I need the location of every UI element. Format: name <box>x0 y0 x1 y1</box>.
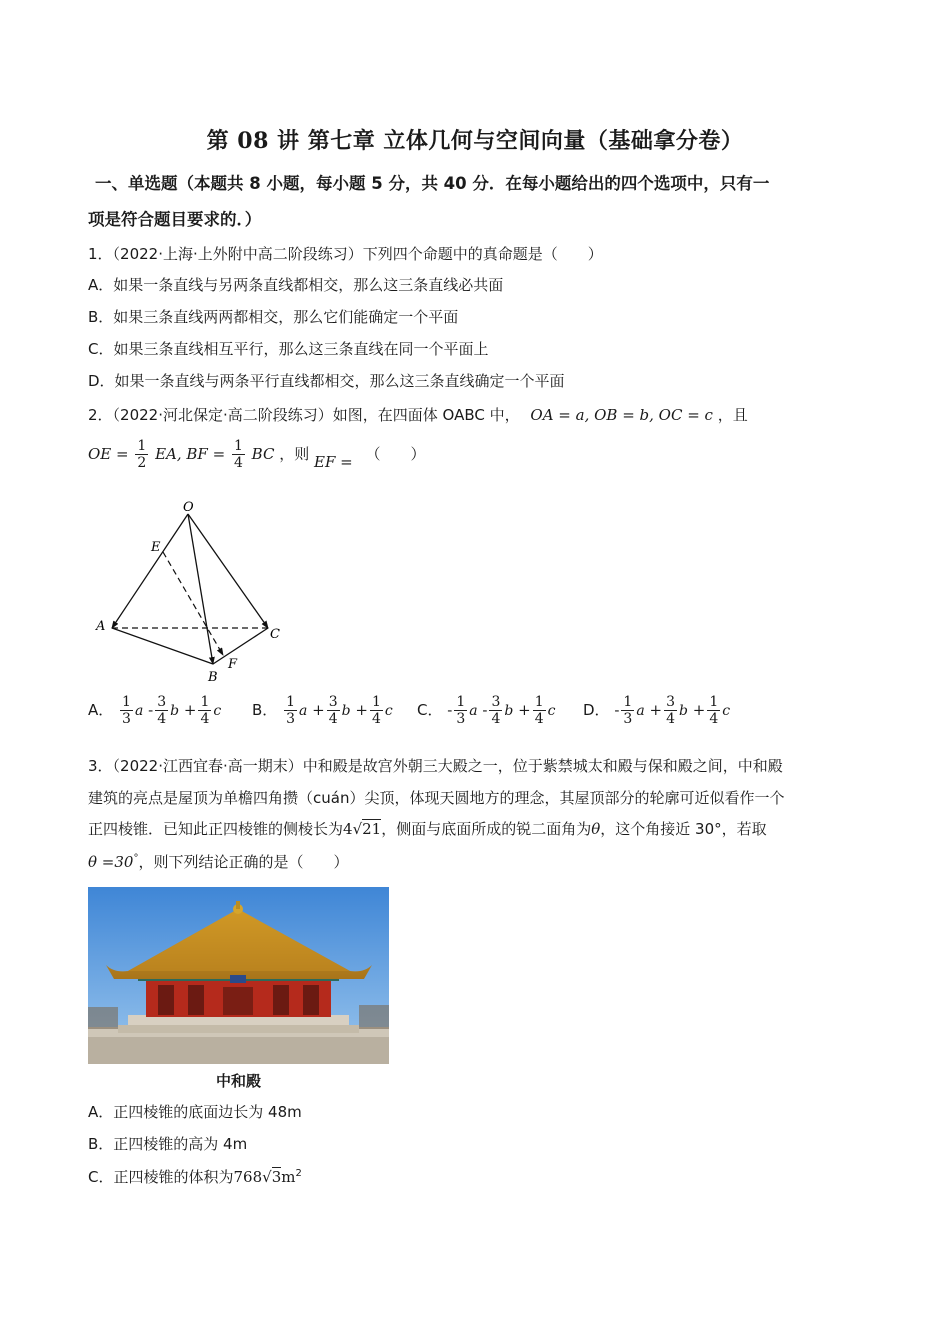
q2-condition <box>88 438 426 471</box>
vector-c: c <box>722 703 731 719</box>
frac-den: 4 <box>491 711 501 727</box>
photo-caption: 中和殿 <box>215 1072 261 1090</box>
q1-option-d: D．如果一条直线与两条平行直线都相交，那么这三条直线确定一个平面 <box>88 372 565 390</box>
vector-b: b <box>341 703 351 719</box>
tetrahedron-diagram <box>88 496 298 686</box>
label-b: B <box>208 670 218 685</box>
vector-ef-dashed <box>163 552 223 655</box>
frac-num: 1 <box>286 694 295 710</box>
q2-option-c <box>417 694 556 727</box>
vector-b: b <box>504 703 514 719</box>
q2-option-c-frac-2 <box>489 694 502 727</box>
label-f: F <box>228 657 238 672</box>
vector-a: a <box>636 703 645 719</box>
op: - <box>148 701 154 719</box>
op: + <box>518 701 531 719</box>
frac-den: 3 <box>286 711 295 727</box>
frac-den: 3 <box>623 711 633 727</box>
op: + <box>355 701 368 719</box>
label-a: A <box>96 619 106 634</box>
frac-num: 3 <box>328 694 338 710</box>
q3-option-c-exponent: 2 <box>295 1168 302 1179</box>
frac-num: 1 <box>122 694 131 710</box>
q3-edge-coef: 4 <box>343 820 353 838</box>
sqrt-symbol: √ <box>352 820 363 838</box>
q3-option-c <box>88 1166 302 1187</box>
vector-a: a <box>134 703 144 719</box>
q2-option-a-frac-1 <box>120 694 133 727</box>
q3-option-b: B．正四棱锥的高为 4m <box>88 1135 248 1153</box>
frac-den: 3 <box>456 711 466 727</box>
q3-line1: 3．（2022·江西宜春·高一期末）中和殿是故宫外朝三大殿之一，位于紫禁城太和殿与保和殿之间，中和殿 <box>88 757 783 775</box>
q2-option-a <box>88 694 221 727</box>
edge-ab <box>112 628 213 664</box>
q2-option-b-letter: B． <box>252 701 278 719</box>
op: + <box>692 701 706 719</box>
frac-num: 1 <box>371 694 381 710</box>
frac-den: 4 <box>200 711 210 727</box>
q3-option-c-unit: m <box>281 1168 296 1186</box>
vector-c: c <box>547 703 556 719</box>
op: - <box>482 701 488 719</box>
q3-degree: ° <box>133 853 139 864</box>
q3-line2: 建筑的亮点是屋顶为单檐四角攒（cuán）尖顶，体现天圆地方的理念，其屋顶部分的轮廓可近似看作一个 <box>88 789 785 807</box>
q2-cond-mid: EA, BF = <box>155 445 226 463</box>
frac-num: 1 <box>534 694 544 710</box>
edge-oc <box>188 514 268 628</box>
op: + <box>183 701 197 719</box>
q3-line3-text-c: ，这个角接近 30°，若取 <box>600 820 767 838</box>
vector-a: a <box>299 703 308 719</box>
edge-bc <box>213 628 268 664</box>
frac-num: 1 <box>456 694 466 710</box>
edge-oa <box>112 514 188 628</box>
q2-option-c-sign: - <box>447 701 453 719</box>
frac-num: 1 <box>623 694 633 710</box>
q2-option-d-frac-3 <box>707 694 720 727</box>
vector-c: c <box>213 703 222 719</box>
q2-option-d-letter: D． <box>583 701 610 719</box>
q3-option-c-coef: 768 <box>233 1168 263 1186</box>
q2-cond-frac-1: $\frac{1}{2}$ <box>137 438 147 471</box>
vector-b: b <box>678 703 688 719</box>
vector-c: c <box>384 703 393 719</box>
q2-option-b-frac-1 <box>284 694 297 727</box>
op: + <box>312 701 325 719</box>
q3-line3-text-b: ，侧面与底面所成的锐二面角为 <box>381 820 592 838</box>
q1-stem: 1．（2022·上海·上外附中高二阶段练习）下列四个命题中的真命题是（ ） <box>88 245 603 263</box>
q2-paren: （ ） <box>365 445 426 463</box>
q1-option-b: B．如果三条直线两两都相交，那么它们能确定一个平面 <box>88 308 459 326</box>
q2-option-d-frac-2 <box>664 694 677 727</box>
q2-option-c-letter: C． <box>417 701 443 719</box>
q2-option-d <box>583 694 730 727</box>
sqrt-symbol: √ <box>262 1168 272 1186</box>
label-o: O <box>183 500 194 515</box>
q2-option-c-frac-1 <box>454 694 467 727</box>
page-title: 第 08 讲 第七章 立体几何与空间向量（基础拿分卷） <box>206 128 744 154</box>
frac-den: 4 <box>666 711 675 727</box>
q3-theta-value: θ =30 <box>88 853 134 871</box>
frac-num: 1 <box>709 694 719 710</box>
q2-stem <box>88 404 748 425</box>
q2-option-b-frac-2 <box>327 694 340 727</box>
q2-cond-right: BC <box>251 445 275 463</box>
q2-option-a-frac-2 <box>155 694 168 727</box>
frac-num: 3 <box>157 694 167 710</box>
q3-line3 <box>88 818 767 839</box>
q3-theta: θ <box>591 820 601 838</box>
section-heading-line1: 一、单选题（本题共 8 小题，每小题 5 分，共 40 分．在每小题给出的四个选项中，只有一 <box>95 174 770 193</box>
q2-cond-left: OE = <box>88 445 129 463</box>
frac-num: 3 <box>666 694 675 710</box>
q2-option-a-letter: A． <box>88 701 114 719</box>
q2-ef: EF = <box>314 453 353 471</box>
edge-ob <box>188 514 213 664</box>
q2-option-d-frac-1 <box>621 694 634 727</box>
q3-line3-text: 正四棱锥．已知此正四棱锥的侧棱长为 <box>88 820 344 838</box>
op: + <box>649 701 663 719</box>
frac-num: 3 <box>491 694 501 710</box>
q2-stem-end: ，且 <box>717 406 748 424</box>
frac-den: 4 <box>157 711 167 727</box>
q2-option-b <box>252 694 393 727</box>
label-e: E <box>151 540 161 555</box>
q2-stem-text: 2．（2022·河北保定·高二阶段练习）如图，在四面体 OABC 中， <box>88 406 520 424</box>
label-c: C <box>270 627 280 642</box>
frac-num: 1 <box>200 694 210 710</box>
frac-den: 4 <box>534 711 544 727</box>
frac-den: 3 <box>122 711 131 727</box>
q2-cond-frac-2: $\frac{1}{4}$ <box>233 438 243 471</box>
q3-edge-radicand: 21 <box>362 820 382 838</box>
vector-b: b <box>170 703 180 719</box>
q2-then: ，则 <box>279 445 310 463</box>
q2-given-vectors: OA = a, OB = b, OC = c <box>530 406 713 424</box>
q2-option-d-sign: - <box>614 701 620 719</box>
frac-den: 4 <box>709 711 719 727</box>
frac-den: 4 <box>328 711 338 727</box>
q2-option-b-frac-3 <box>370 694 383 727</box>
q1-option-c: C．如果三条直线相互平行，那么这三条直线在同一个平面上 <box>88 340 489 358</box>
vector-a: a <box>469 703 478 719</box>
q3-option-a: A．正四棱锥的底面边长为 48m <box>88 1103 302 1121</box>
q1-option-a: A．如果一条直线与另两条直线都相交，那么这三条直线必共面 <box>88 276 504 294</box>
q3-option-c-radicand: 3 <box>271 1168 282 1186</box>
q3-line4-text: ，则下列结论正确的是（ ） <box>138 853 349 871</box>
frac-den: 4 <box>371 711 381 727</box>
q3-line4 <box>88 851 348 872</box>
q3-option-c-text: C．正四棱锥的体积为 <box>88 1168 234 1186</box>
section-heading-line2: 项是符合题目要求的．） <box>88 210 262 229</box>
q2-option-c-frac-3 <box>533 694 546 727</box>
hall-photo <box>88 887 389 1064</box>
q2-option-a-frac-3 <box>198 694 211 727</box>
